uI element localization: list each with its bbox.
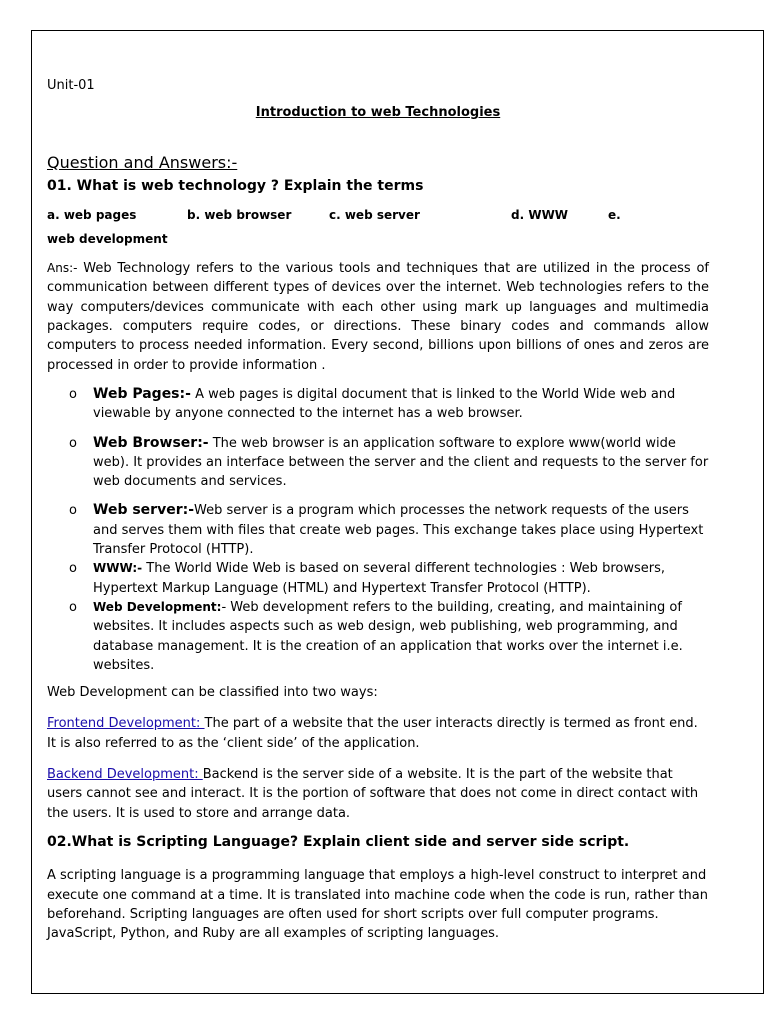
bullet-marker: o xyxy=(69,503,77,519)
terms-list xyxy=(47,385,709,675)
term-d: d. WWW xyxy=(511,207,569,222)
bullet-text: The web browser is an application software to explore www(world wide web). It provides an interface between the server and the client and requests to the server for web documents and services. xyxy=(93,435,709,490)
term-e: e. xyxy=(608,207,621,222)
backend-link[interactable]: Backend Development: xyxy=(47,767,203,783)
term-c: c. web server xyxy=(329,207,420,222)
bullet-term: Web server:- xyxy=(93,502,195,519)
bullet-text: The World Wide Web is based on several different technologies : Web browsers, Hypertext Markup Language (HTML) and Hypertext Transfer Protocol (HTTP). xyxy=(93,561,665,596)
question-1: 01. What is web technology ? Explain the terms xyxy=(47,177,424,194)
unit-label: Unit-01 xyxy=(47,78,95,93)
list-item xyxy=(47,559,709,598)
frontend-paragraph xyxy=(47,714,709,753)
bullet-text: - Web development refers to the building, creating, and maintaining of websites. It includes aspects such as web design, web publishing, web programming, and database management. It is the creation of an application that works over the internet i.e. websites. xyxy=(93,599,683,673)
term-a: a. web pages xyxy=(47,207,137,222)
document-title: Introduction to web Technologies xyxy=(255,105,501,121)
bullet-marker: o xyxy=(69,386,77,402)
terms-row xyxy=(47,206,709,226)
frontend-link[interactable]: Frontend Development: xyxy=(47,716,205,732)
bullet-marker: o xyxy=(69,561,77,577)
bullet-term: Web Development: xyxy=(93,599,222,614)
answer-2: A scripting language is a programming language that employs a high-level construct to interpret and execute one command at a time. It is translated into machine code when the code is run, rather than beforehand. Scripting languages are often used for short scripts over full computer programs. JavaScript, Python, and Ruby are all examples of scripting languages. xyxy=(47,868,708,942)
bullet-text: A web pages is digital document that is linked to the World Wide web and viewable by anyone connected to the internet has a web browser. xyxy=(93,386,676,422)
answer-1 xyxy=(47,259,709,375)
list-item xyxy=(47,501,709,559)
bullet-term: Web Browser:- xyxy=(93,434,209,451)
frontend-text: The part of a website that the user interacts directly is termed as front end. It is also referred to as the ‘client side’ of the application. xyxy=(47,716,698,751)
document-page xyxy=(31,30,764,994)
backend-text: Backend is the server side of a website. It is the part of the website that users cannot see and interact. It is the portion of software that does not come in direct contact with the users. It is used to store and arrange data. xyxy=(47,767,699,821)
qa-heading: Question and Answers:- xyxy=(47,152,238,172)
bullet-term: Web Pages:- xyxy=(93,385,191,402)
bullet-marker: o xyxy=(69,435,77,451)
document-content xyxy=(47,76,709,943)
list-item xyxy=(47,385,709,424)
list-item xyxy=(47,434,709,492)
term-b: b. web browser xyxy=(187,207,292,222)
answer-text: Web Technology refers to the various tools and techniques that are utilized in the process of communication between different types of devices over the internet. Web technologies refers to the way computers/devices communicate with each other using mark up languages and multimedia packages. computers require codes, or directions. These binary codes and commands allow computers to process needed information. Every second, billions upon billions of ones and zeros are processed in order to provide information . xyxy=(47,261,709,373)
bullet-term: WWW:- xyxy=(93,561,143,576)
question-2: 02.What is Scripting Language? Explain client side and server side script. xyxy=(47,833,630,850)
bullet-marker: o xyxy=(69,599,77,615)
backend-paragraph xyxy=(47,765,709,823)
bullet-text: Web server is a program which processes the network requests of the users and serves them with files that create web pages. This exchange takes place using Hypertext Transfer Protocol (HTTP). xyxy=(93,503,704,558)
classified-paragraph: Web Development can be classified into two ways: xyxy=(47,685,378,701)
list-item xyxy=(47,598,709,675)
term-e-text: web development xyxy=(47,231,168,246)
answer-label: Ans:- xyxy=(47,261,78,276)
